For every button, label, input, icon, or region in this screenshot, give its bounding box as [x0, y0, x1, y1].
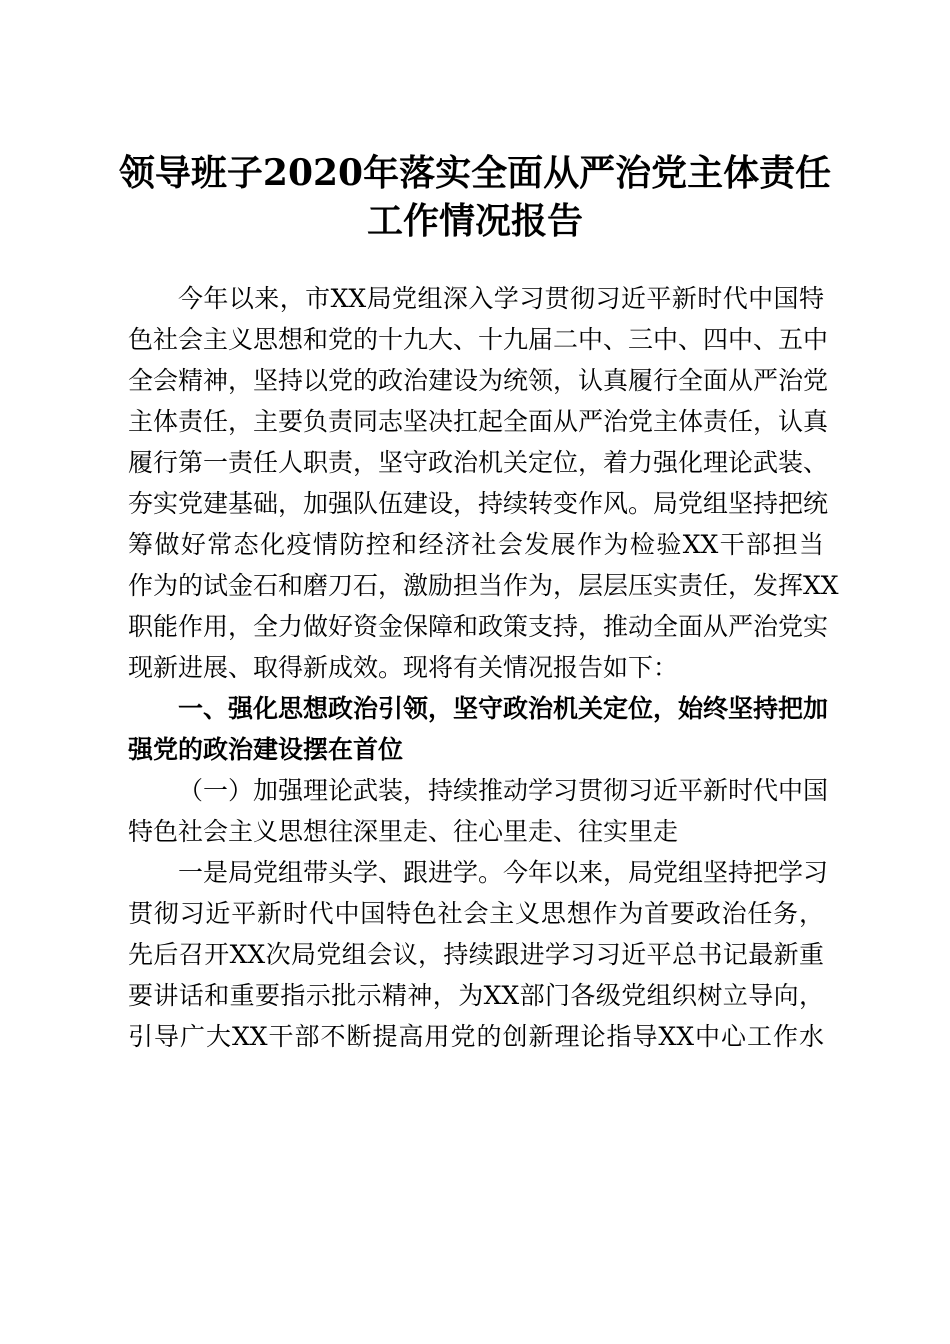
- subheading-line: 特色社会主义思想往深里走、往心里走、往实里走: [128, 817, 679, 846]
- paragraph-line: 要讲话和重要指示批示精神，为XX部门各级党组织树立导向，: [128, 981, 824, 1010]
- paragraph-line: 作为的试金石和磨刀石，激励担当作为，层层压实责任，发挥XX: [128, 571, 839, 600]
- paragraph-line: 色社会主义思想和党的十九大、十九届二中、三中、四中、五中: [128, 325, 829, 354]
- subsection-heading-1: [128, 770, 829, 852]
- document-body: [128, 278, 839, 1057]
- paragraph-line: 今年以来，市XX局党组深入学习贯彻习近平新时代中国特: [178, 284, 824, 313]
- paragraph-study: [128, 852, 829, 1057]
- section-heading-1: [128, 688, 829, 770]
- document-title-line-1: 领导班子2020年落实全面从严治党主体责任: [118, 152, 832, 194]
- paragraph-line: 全会精神，坚持以党的政治建设为统领，认真履行全面从严治党: [128, 366, 829, 395]
- heading-line: 一、强化思想政治引领，坚守政治机关定位，始终坚持把加: [178, 694, 829, 723]
- paragraph-line: 筹做好常态化疫情防控和经济社会发展作为检验XX干部担当: [128, 530, 824, 559]
- paragraph-line: 现新进展、取得新成效。现将有关情况报告如下：: [128, 653, 679, 682]
- paragraph-line: 一是局党组带头学、跟进学。今年以来，局党组坚持把学习: [178, 858, 829, 887]
- paragraph-line: 夯实党建基础，加强队伍建设，持续转变作风。局党组坚持把统: [128, 489, 829, 518]
- paragraph-line: 履行第一责任人职责，坚守政治机关定位，着力强化理论武装、: [128, 448, 829, 477]
- paragraph-line: 引导广大XX干部不断提高用党的创新理论指导XX中心工作水: [128, 1022, 824, 1051]
- subheading-line: （一）加强理论武装，持续推动学习贯彻习近平新时代中国: [178, 776, 829, 805]
- heading-line: 强党的政治建设摆在首位: [128, 735, 404, 764]
- paragraph-line: 职能作用，全力做好资金保障和政策支持，推动全面从严治党实: [128, 612, 829, 641]
- paragraph-line: 贯彻习近平新时代中国特色社会主义思想作为首要政治任务，: [128, 899, 824, 928]
- document-title-line-2: 工作情况报告: [366, 200, 583, 242]
- paragraph-line: 先后召开XX次局党组会议，持续跟进学习习近平总书记最新重: [128, 940, 824, 969]
- paragraph-intro: [128, 278, 839, 688]
- paragraph-line: 主体责任，主要负责同志坚决扛起全面从严治党主体责任，认真: [128, 407, 829, 436]
